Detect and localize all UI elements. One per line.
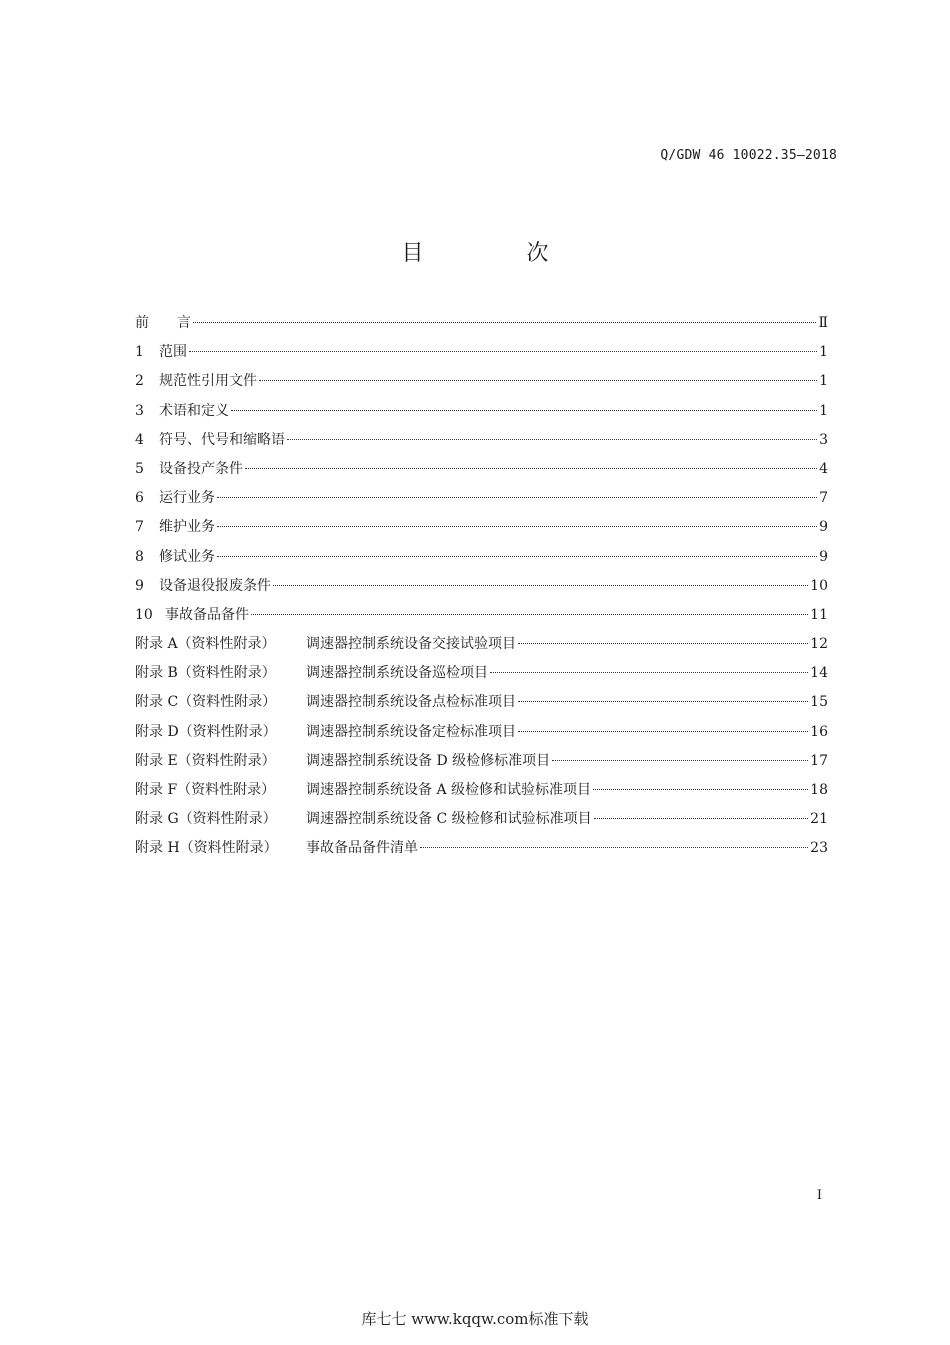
- toc-entry-page: 4: [819, 460, 828, 477]
- document-code: Q/GDW 46 10022.35—2018: [660, 148, 837, 163]
- toc-entry-4[interactable]: [135, 429, 828, 458]
- toc-entry-number: 5: [135, 460, 144, 477]
- toc-entry-page: 10: [810, 577, 828, 594]
- toc-entry-2[interactable]: [135, 370, 828, 399]
- toc-entry-page: 14: [810, 665, 828, 682]
- toc-entry-page: 11: [810, 606, 828, 623]
- toc-appendix-a[interactable]: [135, 633, 828, 662]
- dot-leader: [217, 526, 817, 527]
- appendix-label: 调速器控制系统设备定检标准项目: [306, 723, 516, 740]
- toc-entry-7[interactable]: [135, 516, 828, 545]
- toc-entry-3[interactable]: [135, 400, 828, 429]
- toc-entry-label: 术语和定义: [159, 402, 229, 419]
- page-number: I: [816, 1188, 822, 1203]
- dot-leader: [217, 497, 817, 498]
- toc-entry-label: 规范性引用文件: [159, 373, 257, 390]
- toc-entry-6[interactable]: [135, 487, 828, 516]
- toc-entry-foreword[interactable]: [135, 312, 828, 341]
- toc-entry-page: 7: [819, 490, 828, 507]
- toc-entry-number: 7: [135, 519, 144, 536]
- toc-appendix-g[interactable]: [135, 808, 828, 837]
- dot-leader: [552, 760, 808, 761]
- toc-entry-page: Ⅱ: [818, 315, 828, 331]
- appendix-prefix: 附录 F（资料性附录）: [135, 782, 276, 798]
- appendix-label: 调速器控制系统设备 A 级检修和试验标准项目: [306, 782, 592, 798]
- toc-entry-page: 1: [819, 402, 828, 419]
- toc-entry-page: 15: [810, 694, 828, 711]
- toc-appendix-c[interactable]: [135, 691, 828, 720]
- toc-entry-label: 修试业务: [159, 548, 215, 565]
- dot-leader: [193, 322, 816, 323]
- appendix-label: 调速器控制系统设备交接试验项目: [306, 636, 516, 653]
- toc-entry-page: 16: [810, 723, 828, 740]
- appendix-label: 调速器控制系统设备 C 级检修和试验标准项目: [306, 811, 592, 828]
- dot-leader: [245, 468, 817, 469]
- dot-leader: [518, 643, 808, 644]
- toc-appendix-h[interactable]: [135, 837, 828, 866]
- toc-entry-number: 8: [135, 548, 144, 565]
- source-watermark: 库七七 www.kqqw.com标准下载: [361, 1310, 589, 1328]
- appendix-label: 调速器控制系统设备 D 级检修标准项目: [306, 752, 551, 769]
- appendix-prefix: 附录 C（资料性附录）: [135, 694, 277, 711]
- toc-entry-label: 维护业务: [159, 519, 215, 536]
- toc-entry-number: 9: [135, 577, 144, 594]
- appendix-prefix: 附录 D（资料性附录）: [135, 723, 277, 740]
- toc-entry-number: 1: [135, 344, 144, 361]
- toc-entry-label: 符号、代号和缩略语: [159, 431, 285, 448]
- toc-entry-number: 3: [135, 402, 144, 419]
- dot-leader: [251, 614, 808, 615]
- toc-entry-10[interactable]: [135, 604, 828, 633]
- dot-leader: [420, 847, 808, 848]
- appendix-label: 调速器控制系统设备点检标准项目: [306, 694, 516, 711]
- toc-entry-page: 3: [819, 431, 828, 448]
- toc-entry-page: 23: [810, 840, 828, 857]
- appendix-label: 事故备品备件清单: [306, 840, 418, 857]
- dot-leader: [594, 818, 809, 819]
- toc-entry-label: 运行业务: [159, 490, 215, 507]
- dot-leader: [189, 351, 817, 352]
- appendix-prefix: 附录 A（资料性附录）: [135, 636, 276, 653]
- toc-entry-number: 4: [135, 431, 144, 448]
- dot-leader: [259, 380, 817, 381]
- toc-entry-page: 17: [810, 752, 828, 769]
- appendix-prefix: 附录 E（资料性附录）: [135, 752, 276, 769]
- toc-entry-label: 事故备品备件: [165, 606, 249, 623]
- dot-leader: [593, 789, 808, 790]
- dot-leader: [490, 672, 808, 673]
- appendix-label: 调速器控制系统设备巡检项目: [306, 665, 488, 682]
- toc-entry-1[interactable]: [135, 341, 828, 370]
- toc-entry-label: 设备退役报废条件: [159, 577, 271, 594]
- dot-leader: [287, 439, 817, 440]
- toc-entry-number: 6: [135, 490, 144, 507]
- toc-entry-8[interactable]: [135, 546, 828, 575]
- toc-appendix-f[interactable]: [135, 779, 828, 808]
- toc-appendix-e[interactable]: [135, 750, 828, 779]
- dot-leader: [518, 731, 808, 732]
- toc-appendix-b[interactable]: [135, 662, 828, 691]
- appendix-prefix: 附录 B（资料性附录）: [135, 665, 276, 682]
- toc-appendix-d[interactable]: [135, 721, 828, 750]
- toc-entry-page: 12: [810, 636, 828, 653]
- toc-entry-page: 18: [810, 782, 828, 798]
- toc-entry-page: 1: [819, 344, 828, 361]
- toc-entry-label: 范围: [159, 344, 187, 361]
- appendix-prefix: 附录 G（资料性附录）: [135, 811, 277, 828]
- dot-leader: [518, 701, 808, 702]
- toc-entry-9[interactable]: [135, 575, 828, 604]
- toc-entry-5[interactable]: [135, 458, 828, 487]
- toc-entry-number: 10: [135, 606, 153, 623]
- toc-title: 目 次: [401, 241, 597, 266]
- toc-entry-number: 2: [135, 373, 144, 390]
- table-of-contents: [135, 312, 828, 867]
- appendix-prefix: 附录 H（资料性附录）: [135, 840, 278, 857]
- toc-entry-page: 1: [819, 373, 828, 390]
- toc-entry-label: 设备投产条件: [159, 460, 243, 477]
- toc-entry-label: 前 言: [135, 315, 191, 331]
- toc-entry-page: 9: [819, 548, 828, 565]
- toc-entry-page: 9: [819, 519, 828, 536]
- dot-leader: [217, 556, 817, 557]
- dot-leader: [273, 585, 808, 586]
- toc-entry-page: 21: [810, 811, 828, 828]
- dot-leader: [231, 410, 817, 411]
